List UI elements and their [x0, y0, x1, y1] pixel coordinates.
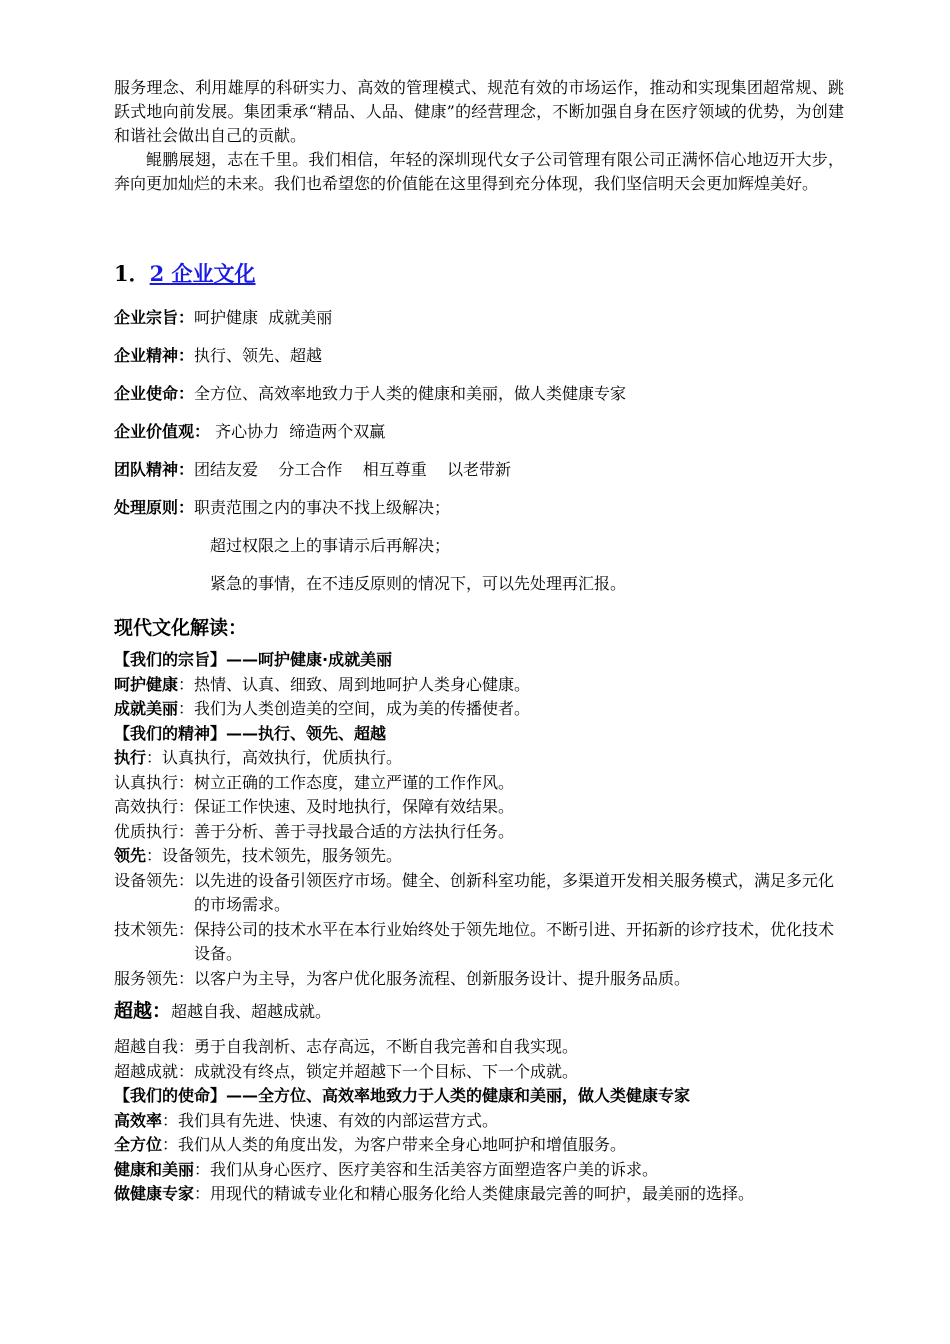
item-colon: ：	[194, 1159, 211, 1179]
item-colon: ：	[146, 846, 163, 865]
item-label: 高效执行：	[114, 797, 195, 816]
culture-item	[114, 673, 844, 698]
item-value: 以客户为主导，为客户优化服务流程、创新服务设计、提升服务品质。	[194, 968, 691, 988]
culture-item	[114, 1158, 844, 1183]
corporate-tenets	[114, 306, 844, 596]
culture-title: 现代文化解读：	[114, 617, 248, 639]
culture-item	[114, 1109, 844, 1134]
culture-item	[114, 1182, 844, 1207]
item-value: 保证工作快速、及时地执行，保障有效结果。	[194, 797, 515, 816]
culture-item	[114, 1133, 844, 1158]
item-colon: ：	[146, 748, 163, 767]
item-label: 做健康专家	[114, 1184, 195, 1203]
section-number: 1．	[114, 261, 150, 286]
tenet-value: 呵护健康 成就美丽	[194, 308, 333, 327]
item-label: 技术领先：	[114, 919, 195, 939]
culture-item	[114, 844, 844, 869]
tenet-value: 执行、领先、超越	[194, 346, 323, 365]
culture-item	[114, 795, 844, 820]
intro-paragraph: 服务理念、利用雄厚的科研实力、高效的管理模式、规范有效的市场运作，推动和实现集团超常规、跳跃式地向前发展。集团秉承“精品、人品、健康”的经营理念，不断加强自身在医疗领域的优势，为创建和谐社会做出自己的贡献。	[114, 78, 844, 145]
mission-header: 【我们的使命】——全方位、高效率地致力于人类的健康和美丽，做人类健康专家	[114, 1086, 691, 1105]
item-label: 高效率	[114, 1110, 163, 1130]
item-value: 用现代的精诚专业化和精心服务化给人类健康最完善的呵护，最美丽的选择。	[210, 1184, 755, 1203]
item-label: 领先	[114, 846, 147, 865]
item-value: 超越自我、超越成就。	[171, 1002, 332, 1021]
tenet-spirit	[114, 344, 844, 368]
item-value: 勇于自我剖析、志存高远，不断自我完善和自我实现。	[194, 1037, 579, 1056]
item-label: 超越	[114, 1000, 153, 1022]
tenet-value: 职责范围之内的事决不找上级解决；	[194, 498, 451, 517]
item-label: 健康和美丽	[114, 1159, 195, 1179]
tenet-value: 齐心协力 缔造两个双赢	[210, 422, 386, 441]
item-value: 我们为人类创造美的空间，成为美的传播使者。	[194, 699, 531, 718]
culture-item	[114, 697, 844, 722]
item-value: 我们具有先进、快速、有效的内部运营方式。	[178, 1110, 499, 1130]
item-label: 认真执行：	[114, 772, 195, 792]
item-colon: ：	[178, 674, 195, 694]
tenet-value: 全方位、高效率地致力于人类的健康和美丽，做人类健康专家	[194, 384, 627, 403]
item-colon: ：	[162, 1110, 179, 1130]
culture-item	[114, 967, 844, 992]
item-value: 成就没有终点，锁定并超越下一个目标、下一个成就。	[194, 1061, 579, 1081]
tenet-mission	[114, 382, 844, 406]
spirit-header: 【我们的精神】——执行、领先、超越	[114, 723, 387, 743]
item-value: 保持公司的技术水平在本行业始终处于领先地位。不断引进、开拓新的诊疗技术，优化技术设备。	[194, 919, 835, 963]
section-heading	[114, 258, 844, 290]
item-label: 设备领先：	[114, 870, 195, 890]
tenet-label: 企业使命：	[114, 384, 195, 403]
item-colon: ：	[152, 1000, 172, 1022]
document-page	[114, 76, 844, 1207]
tenet-label: 团队精神：	[114, 460, 195, 479]
item-label: 超越自我：	[114, 1037, 195, 1056]
culture-item	[114, 869, 844, 918]
culture-item	[114, 746, 844, 771]
item-value: 树立正确的工作态度，建立严谨的工作作风。	[194, 772, 515, 792]
culture-item	[114, 771, 844, 796]
purpose-header: 【我们的宗旨】——呵护健康·成就美丽	[114, 650, 393, 669]
culture-item	[114, 918, 844, 967]
item-value: 热情、认真、细致、周到地呵护人类身心健康。	[194, 674, 531, 694]
principle-line: 紧急的事情，在不违反原则的情况下，可以先处理再汇报。	[210, 574, 627, 593]
tenet-team-spirit	[114, 458, 844, 482]
item-value: 我们从人类的角度出发，为客户带来全身心地呵护和增值服务。	[178, 1135, 627, 1154]
item-label: 成就美丽	[114, 699, 179, 718]
item-value: 善于分析、善于寻找最合适的方法执行任务。	[194, 821, 515, 841]
principle-continuation	[210, 534, 844, 596]
tenet-principles	[114, 496, 844, 520]
item-value: 我们从身心医疗、医疗美容和生活美容方面塑造客户美的诉求。	[210, 1159, 659, 1179]
tenet-value: 团结友爱 分工合作 相互尊重 以老带新	[194, 460, 512, 479]
intro-text	[114, 76, 844, 196]
principle-line: 超过权限之上的事请示后再解决；	[210, 536, 451, 555]
culture-item	[114, 1035, 844, 1060]
item-value: 认真执行，高效执行，优质执行。	[162, 748, 403, 767]
culture-item	[114, 820, 844, 845]
item-label: 执行	[114, 748, 147, 767]
section-title-link[interactable]: 2 企业文化	[149, 261, 256, 286]
surpass-heading	[114, 997, 844, 1025]
culture-interpretation	[114, 648, 844, 1207]
item-colon: ：	[178, 699, 195, 718]
tenet-label: 处理原则：	[114, 498, 195, 517]
item-colon: ：	[162, 1135, 179, 1154]
item-label: 全方位	[114, 1135, 163, 1154]
tenet-label: 企业宗旨：	[114, 308, 195, 327]
item-value: 设备领先，技术领先，服务领先。	[162, 846, 403, 865]
culture-item	[114, 1060, 844, 1085]
item-label: 服务领先：	[114, 968, 195, 988]
item-label: 呵护健康	[114, 674, 179, 694]
item-value: 以先进的设备引领医疗市场。健全、创新科室功能，多渠道开发相关服务模式，满足多元化的市场需求。	[194, 870, 835, 914]
tenet-label: 企业精神：	[114, 346, 195, 365]
item-label: 超越成就：	[114, 1061, 195, 1081]
tenet-label: 企业价值观：	[114, 422, 211, 441]
item-label: 优质执行：	[114, 821, 195, 841]
item-colon: ：	[194, 1184, 211, 1203]
tenet-purpose	[114, 306, 844, 330]
tenet-values	[114, 420, 844, 444]
intro-paragraph: 鲲鹏展翅，志在千里。我们相信，年轻的深圳现代女子公司管理有限公司正满怀信心地迈开大步，奔向更加灿烂的未来。我们也希望您的价值能在这里得到充分体现，我们坚信明天会更加辉煌美好。	[114, 150, 844, 193]
